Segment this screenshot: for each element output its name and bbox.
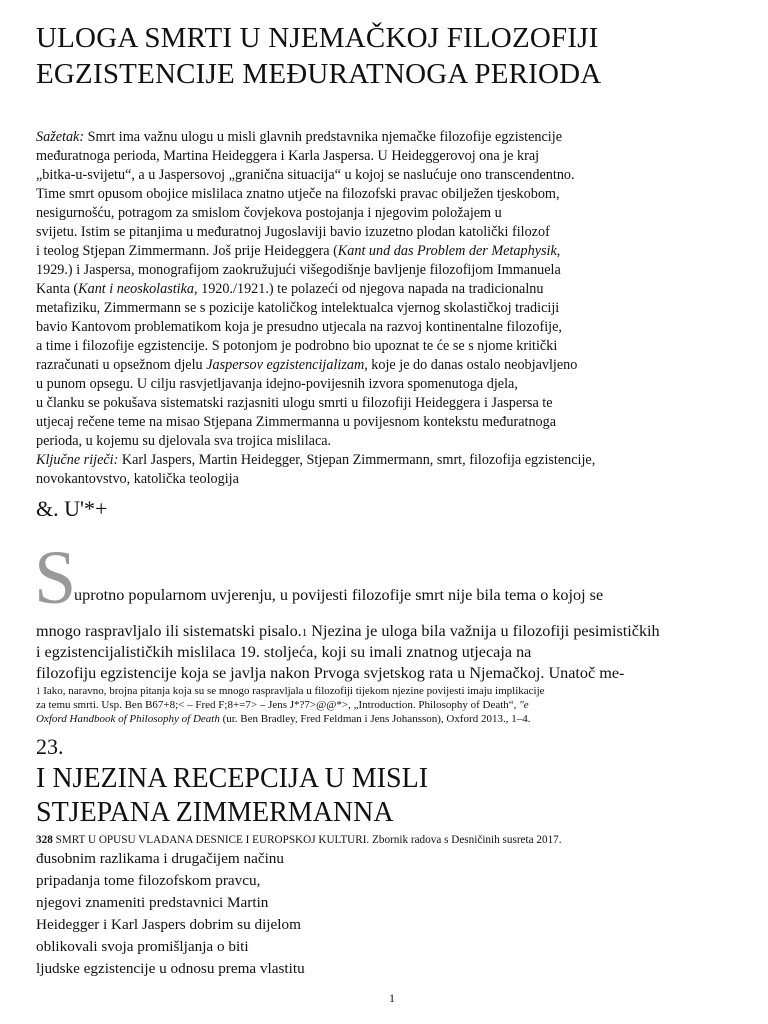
keywords-line-1: Ključne riječi: Karl Jaspers, Martin Heidegger, Stjepan Zimmermann, smrt, filozofija egzistencije, [36, 452, 596, 468]
column-line-5: oblikovali svoja promišljanja o biti [36, 938, 249, 955]
body-line-3: i egzistencijalističkih mislilaca 19. stoljeća, koji su imali znatnog utjecaja na [36, 643, 532, 661]
abstract-line-4: Time smrt opusom obojice mislilaca znatno utječe na filozofski pravac obilježen tjeskobom, [36, 186, 560, 202]
keywords-label: Ključne riječi: [36, 452, 119, 468]
section-title-line-1: I NJEZINA RECEPCIJA U MISLI [36, 763, 429, 794]
body-line-1: uprotno popularnom uvjerenju, u povijesti filozofije smrt nije bila tema o kojoj se [74, 586, 604, 604]
section-title-line-2: STJEPANA ZIMMERMANNA [36, 797, 394, 828]
abstract-line-14: u punom opsegu. U cilju rasvjetljavanja idejno-povijesnih izvora spomenutoga djela, [36, 376, 518, 392]
abstract-line-15: u članku se pokušava sistematski razjasniti ulogu smrti u filozofiji Heideggera i Jaspersa te [36, 395, 553, 411]
abstract-label: Sažetak: [36, 129, 85, 145]
abstract-line-10: metafiziku, Zimmermann se s pozicije katoličkog intelektualca vjernog skolastičkoj tradiciji [36, 300, 560, 316]
keywords-line-2: novokantovstvo, katolička teologija [36, 471, 239, 487]
column-line-4: Heidegger i Karl Jaspers dobrim su dijelom [36, 916, 301, 933]
abstract-line-1: Sažetak: Smrt ima važnu ulogu u misli glavnih predstavnika njemačke filozofije egzistencije [36, 129, 562, 145]
abstract-line-17: perioda, u kojemu su djelovala sva trojica mislilaca. [36, 433, 332, 449]
abstract-line-3: „bitka-u-svijetu“, a u Jaspersovoj „granična situacija“ u kojoj se naslućuje ono transcendentno. [36, 167, 575, 183]
abstract-line-6: svijetu. Istim se pitanjima u međuratnoj Jugoslaviji bavio izuzetno plodan katolički filozof [36, 224, 550, 240]
column-line-3: njegovi znameniti predstavnici Martin [36, 894, 269, 911]
article-title-line-2: EGZISTENCIJE MEĐURATNOGA PERIODA [36, 58, 602, 90]
abstract-line-5: nesigurnošću, potragom za smislom čovjekova postojanja i njegovim položajem u [36, 205, 502, 221]
column-line-6: ljudske egzistencije u odnosu prema vlastitu [36, 960, 305, 977]
body-line-4: filozofiju egzistencije koja se javlja nakon Prvoga svjetskog rata u Njemačkoj. Unatoč me- [36, 664, 625, 682]
footnote-line-1: 1 Iako, naravno, brojna pitanja koja su se mnogo raspravljala u filozofiji tijekom njezine povijesti imaju implikacije [36, 685, 545, 697]
abstract-line-11: bavio Kantovom problematikom koja je presudno utjecala na razvoj kontinentalne filozofije, [36, 319, 562, 335]
running-header: 328 SMRT U OPUSU VLADANA DESNICE I EUROPSKOJ KULTURI. Zbornik radova s Desničinih susreta 2017. [36, 834, 562, 846]
article-title-line-1: ULOGA SMRTI U NJEMAČKOJ FILOZOFIJI [36, 22, 599, 54]
section-number: 23. [36, 734, 64, 759]
footnote-line-2: za temu smrti. Usp. Ben B67+8;< – Fred F;8+=7> – Jens J*?7>@@*>, „Introduction. Philosophy of Death“, "e [36, 699, 529, 711]
abstract-line-16: utjecaj rečene teme na misao Stjepana Zimmermanna u povijesnom kontekstu međuratnoga [36, 414, 557, 430]
page-number: 1 [389, 991, 395, 1005]
body-line-2: mnogo raspravljalo ili sistematski pisalo.1 Njezina je uloga bila važnija u filozofiji pesimističkih [36, 622, 660, 640]
abstract-line-12: a time i filozofije egzistencije. S potonjom je podrobno bio upoznat te će se s njome kritički [36, 338, 558, 354]
abstract-line-13: razračunati u opsežnom djelu Jaspersov egzistencijalizam, koje je do danas ostalo neobjavljeno [36, 357, 578, 373]
abstract-line-8: 1929.) i Jaspersa, monografijom zaokružujući višegodišnje bavljenje filozofijom Immanuela [36, 262, 561, 278]
drop-cap: S [34, 536, 77, 620]
abstract-line-7: i teolog Stjepan Zimmermann. Još prije Heideggera (Kant und das Problem der Metaphysik, [36, 243, 561, 259]
column-line-2: pripadanja tome filozofskom pravcu, [36, 872, 261, 889]
abstract-line-2: međuratnoga perioda, Martina Heideggera i Karla Jaspersa. U Heideggerovoj ona je kraj [36, 148, 540, 164]
running-header-page: 328 [36, 834, 53, 846]
footnote-line-3: Oxford Handbook of Philosophy of Death (ur. Ben Bradley, Fred Feldman i Jens Johansson), Oxford 2013., 1–4. [36, 713, 531, 725]
garbled-symbols: &. U'*+ [36, 496, 108, 521]
abstract-line-9: Kanta (Kant i neoskolastika, 1920./1921.) te polazeći od njegova napada na tradicionalnu [36, 281, 544, 297]
footnote-reference: 1 [301, 627, 308, 639]
column-line-1: đusobnim razlikama i drugačijem načinu [36, 850, 284, 867]
